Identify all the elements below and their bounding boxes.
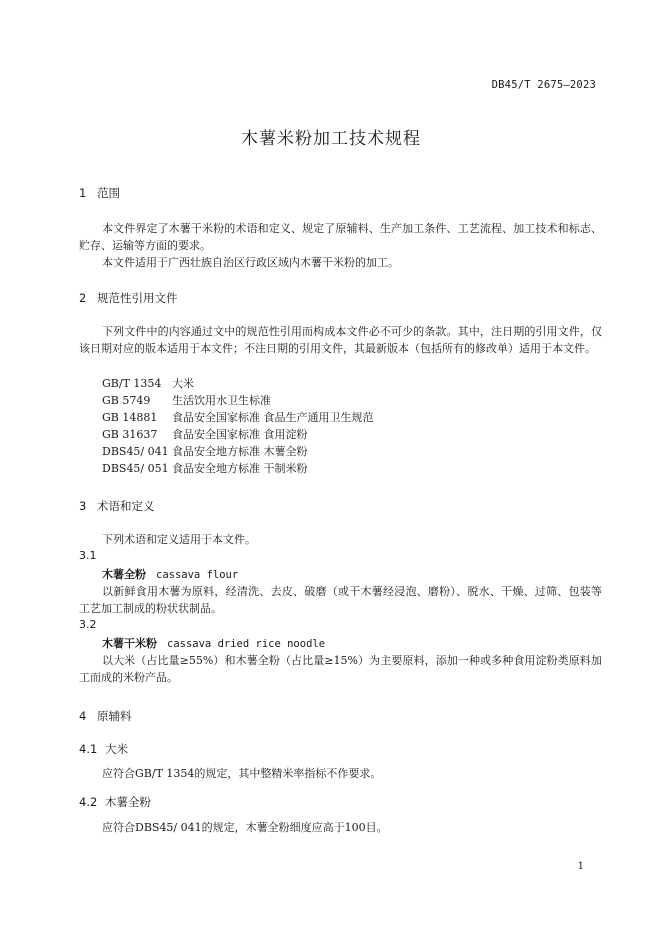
reference-code: DBS45/ 051 bbox=[102, 462, 169, 475]
subsection-4-1-text: 应符合GB/T 1354的规定，其中整精米率指标不作要求。 bbox=[102, 767, 382, 780]
term-name-zh: 木薯干米粉 bbox=[102, 637, 157, 650]
term-name-en: cassava flour bbox=[156, 569, 239, 581]
reference-name: 大米 bbox=[172, 377, 194, 390]
section-number: 4 bbox=[79, 709, 87, 723]
reference-name: 食品安全地方标准 干制米粉 bbox=[172, 462, 308, 475]
reference-name: 食品安全国家标准 食品生产通用卫生规范 bbox=[172, 411, 374, 424]
reference-item bbox=[102, 409, 374, 425]
term-name-en: cassava dried rice noodle bbox=[167, 638, 326, 650]
section-1-paragraph-2: 本文件适用于广西壮族自治区行政区域内木薯干米粉的加工。 bbox=[102, 256, 399, 269]
section-number: 3 bbox=[79, 499, 87, 513]
term-number: 3.1 bbox=[79, 549, 97, 562]
term-definition: 以大米（占比量≥55%）和木薯全粉（占比量≥15%）为主要原料，添加一种或多种食用淀粉类原料加工而成的米粉产品。 bbox=[79, 654, 602, 684]
reference-code: GB 14881 bbox=[102, 411, 158, 424]
section-title: 范围 bbox=[97, 186, 120, 200]
section-3-heading bbox=[79, 498, 155, 514]
section-3-intro: 下列术语和定义适用于本文件。 bbox=[102, 533, 256, 546]
reference-name: 食品安全地方标准 木薯全粉 bbox=[172, 445, 308, 458]
reference-code: GB 5749 bbox=[102, 394, 151, 407]
section-title: 术语和定义 bbox=[97, 499, 155, 513]
subsection-4-2-text: 应符合DBS45/ 041的规定，木薯全粉细度应高于100目。 bbox=[102, 821, 388, 834]
term-definition: 以新鲜食用木薯为原料，经清洗、去皮、破磨（或干木薯经浸泡、磨粉）、脱水、干燥、过筛、包装等工艺加工制成的粉状状制品。 bbox=[79, 585, 602, 615]
term-heading bbox=[102, 635, 325, 651]
subsection-title: 木薯全粉 bbox=[105, 795, 151, 809]
reference-item bbox=[102, 443, 308, 459]
reference-code: DBS45/ 041 bbox=[102, 445, 169, 458]
reference-item bbox=[102, 426, 308, 442]
section-title: 规范性引用文件 bbox=[97, 291, 178, 305]
reference-code: GB 31637 bbox=[102, 428, 158, 441]
reference-item bbox=[102, 375, 194, 391]
section-4-heading bbox=[79, 708, 132, 724]
term-name-zh: 木薯全粉 bbox=[102, 568, 146, 581]
subsection-4-1-heading bbox=[79, 741, 128, 757]
subsection-number: 4.1 bbox=[79, 742, 98, 756]
reference-code: GB/T 1354 bbox=[102, 377, 162, 390]
subsection-4-2-heading bbox=[79, 794, 151, 810]
section-1-paragraph-1: 本文件界定了木薯干米粉的术语和定义、规定了原辅料、生产加工条件、工艺流程、加工技术和标志、贮存、运输等方面的要求。 bbox=[79, 222, 602, 252]
standard-code: DB45/T 2675—2023 bbox=[491, 79, 596, 91]
term-heading bbox=[102, 566, 238, 582]
reference-name: 食品安全国家标准 食用淀粉 bbox=[172, 428, 308, 441]
section-2-paragraph: 下列文件中的内容通过文中的规范性引用而构成本文件必不可少的条款。其中，注日期的引用文件，仅该日期对应的版本适用于本文件；不注日期的引用文件，其最新版本（包括所有的修改单）适用于本文件。 bbox=[79, 325, 602, 355]
page-number: 1 bbox=[577, 861, 584, 872]
section-title: 原辅料 bbox=[97, 709, 132, 723]
section-number: 1 bbox=[79, 186, 87, 200]
subsection-number: 4.2 bbox=[79, 795, 98, 809]
section-number: 2 bbox=[79, 291, 87, 305]
document-title: 木薯米粉加工技术规程 bbox=[241, 129, 421, 149]
term-number: 3.2 bbox=[79, 618, 97, 631]
subsection-title: 大米 bbox=[105, 742, 128, 756]
reference-item bbox=[102, 460, 308, 476]
reference-name: 生活饮用水卫生标准 bbox=[172, 394, 271, 407]
section-1-heading bbox=[79, 185, 120, 201]
section-2-heading bbox=[79, 290, 178, 306]
reference-item bbox=[102, 392, 271, 408]
